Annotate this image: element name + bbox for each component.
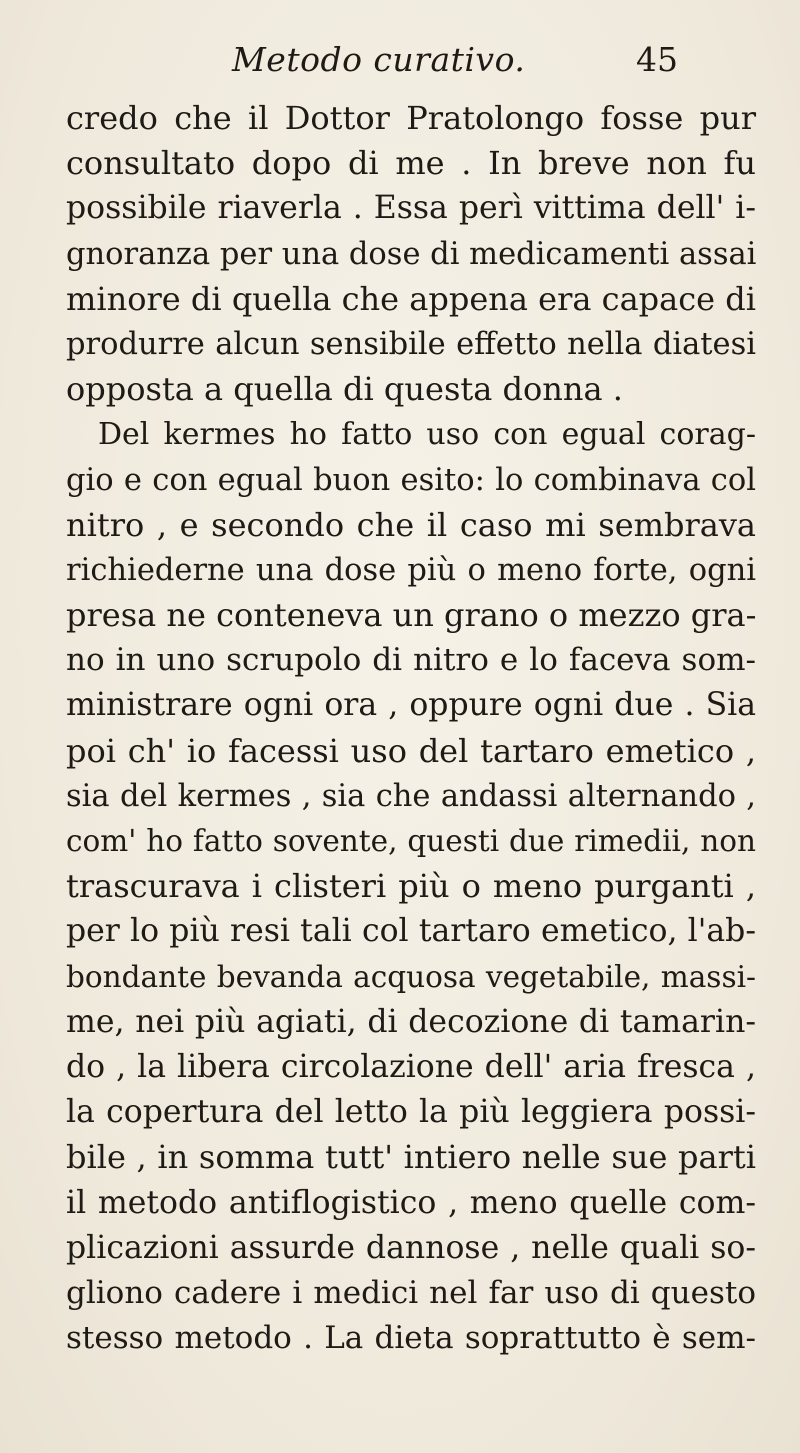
text-line: ministrare ogni ora , oppure ogni due . Sia (66, 687, 756, 724)
running-title: Metodo curativo. (232, 40, 526, 79)
text-line: do , la libera circolazione dell' aria fresca , (66, 1048, 756, 1085)
text-line: minore di quella che appena era capace di (66, 279, 756, 318)
text-line: bile , in somma tutt' intiero nelle sue parti (66, 1138, 756, 1177)
text-line: trascurava i clisteri più o meno purganti , (66, 867, 756, 906)
text-line: com' ho fatto sovente, questi due rimedii, non (66, 824, 756, 858)
running-head (0, 40, 800, 90)
text-line: poi ch' io facessi uso del tartaro emetico , (66, 731, 756, 770)
text-line: plicazioni assurde dannose , nelle quali so- (66, 1229, 756, 1266)
text-line: bondante bevanda acquosa vegetabile, massi- (66, 959, 756, 994)
text-line: no in uno scrupolo di nitro e lo faceva som- (66, 642, 756, 679)
text-line: Del kermes ho fatto uso con egual corag- (98, 417, 756, 453)
text-line: produrre alcun sensibile effetto nella diatesi (66, 326, 756, 362)
text-line: credo che il Dottor Pratolongo fosse pur (66, 99, 756, 137)
text-line: gio e con egual buon esito: lo combinava col (66, 462, 756, 498)
text-line: il metodo antiflogistico , meno quelle com- (66, 1184, 756, 1221)
text-line: me, nei più agiati, di decozione di tamarin- (66, 1003, 756, 1040)
text-line: la copertura del letto la più leggiera possi- (66, 1094, 756, 1131)
body-text (66, 96, 756, 1361)
text-line: possibile riaverla . Essa perì vittima dell' i- (66, 190, 756, 227)
text-line: per lo più resi tali col tartaro emetico, l'ab- (66, 913, 756, 950)
text-line: presa ne conteneva un grano o mezzo gra- (66, 596, 757, 635)
text-line: consultato dopo di me . In breve non fu (66, 144, 756, 183)
text-line: gliono cadere i medici nel far uso di questo (66, 1274, 756, 1311)
text-line: opposta a quella di questa donna . (66, 370, 623, 409)
page-number: 45 (636, 40, 678, 79)
text-line: richiederne una dose più o meno forte, ogni (66, 552, 756, 588)
text-line: gnoranza per una dose di medicamenti assai (66, 236, 757, 272)
text-line: nitro , e secondo che il caso mi sembrava (66, 505, 756, 544)
text-line: stesso metodo . La dieta soprattutto è sem- (66, 1320, 756, 1357)
text-line: sia del kermes , sia che andassi alternando , (66, 778, 756, 814)
